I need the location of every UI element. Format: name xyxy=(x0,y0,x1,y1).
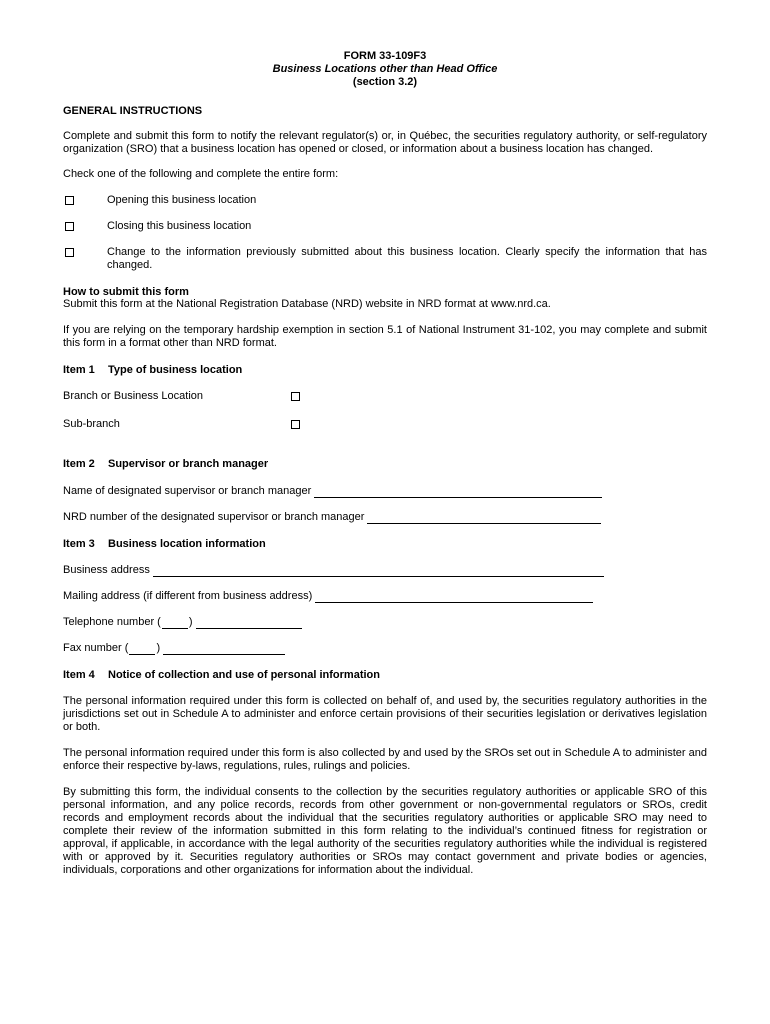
item1-number: Item 1 xyxy=(63,364,95,376)
supervisor-nrd-field[interactable] xyxy=(367,512,601,524)
change-label: Change to the information previously submitted about this business location. Clearly specify the information that has changed. xyxy=(107,246,707,271)
supervisor-nrd-row xyxy=(63,511,707,524)
telephone-area-code[interactable]: ( ) xyxy=(154,616,193,628)
branch-row xyxy=(63,390,707,403)
closing-label: Closing this business location xyxy=(107,220,252,232)
change-checkbox[interactable] xyxy=(65,248,74,257)
privacy-paragraph-1: The personal information required under this form is collected on behalf of, and used by, the securities regulatory authorities in the jurisdictions set out in Schedule A to administer and enforce certain provisions of their securities legislation or derivatives legislation or both. xyxy=(63,695,707,733)
fax-label: Fax number xyxy=(63,642,122,654)
branch-checkbox[interactable] xyxy=(291,392,300,401)
option-opening xyxy=(63,194,707,207)
supervisor-name-label: Name of designated supervisor or branch manager xyxy=(63,485,312,497)
telephone-label: Telephone number xyxy=(63,616,155,628)
item1-title: Type of business location xyxy=(108,364,243,376)
mailing-address-label: Mailing address (if different from business address) xyxy=(63,590,313,602)
form-number: FORM 33-109F3 xyxy=(343,50,427,62)
supervisor-name-field[interactable] xyxy=(314,486,602,498)
section-reference: (section 3.2) xyxy=(352,76,418,88)
check-prompt: Check one of the following and complete the entire form: xyxy=(63,168,339,180)
how-to-submit-text: Submit this form at the National Registration Database (NRD) website in NRD format at www.nrd.ca. xyxy=(63,298,551,310)
fax-area-code[interactable]: ( ) xyxy=(121,642,161,654)
business-address-label: Business address xyxy=(63,564,150,576)
branch-label: Branch or Business Location xyxy=(63,390,204,402)
option-closing xyxy=(63,220,707,233)
item4-number: Item 4 xyxy=(63,669,95,681)
item4-heading xyxy=(63,669,707,682)
telephone-row xyxy=(63,616,707,629)
sub-branch-row xyxy=(63,418,707,431)
hardship-text: If you are relying on the temporary hardship exemption in section 5.1 of National Instrument 31-102, you may complete and submit this form in a format other than NRD format. xyxy=(63,324,707,349)
privacy-paragraph-2: The personal information required under this form is also collected by and used by the SROs set out in Schedule A to administer and enforce their respective by-laws, regulations, rules, rulings and policies. xyxy=(63,747,707,772)
item2-title: Supervisor or branch manager xyxy=(108,458,269,470)
supervisor-nrd-label: NRD number of the designated supervisor or branch manager xyxy=(63,511,365,523)
telephone-area-code-line xyxy=(162,620,188,629)
mailing-address-field[interactable] xyxy=(315,591,593,603)
telephone-field[interactable] xyxy=(196,617,302,629)
fax-row xyxy=(63,642,707,655)
opening-checkbox[interactable] xyxy=(65,196,74,205)
sub-branch-checkbox[interactable] xyxy=(291,420,300,429)
item3-heading xyxy=(63,538,707,551)
item1-heading xyxy=(63,364,707,377)
general-instructions-heading: GENERAL INSTRUCTIONS xyxy=(63,105,203,117)
item3-title: Business location information xyxy=(108,538,266,550)
option-change xyxy=(63,246,707,272)
fax-area-code-line xyxy=(129,646,155,655)
business-address-row xyxy=(63,564,707,577)
privacy-paragraph-3: By submitting this form, the individual consents to the collection by the securities regulatory authorities or applicable SRO of this personal information, and any police records, records from other government or non-governmental regulators or SROs, credit records and employment records about the individual that the securities regulatory authorities or applicable SRO may need to complete their review of the information submitted in this form relating to the individual’s continued fitness for registration or approval, if applicable, in accordance with the legal authority of the securities regulatory authorities while the individual is registered with or approved by it. Securities regulatory authorities or SROs may contact government and private bodies or agencies, individuals, corporations and other organizations for information about the individual. xyxy=(63,786,707,876)
item3-number: Item 3 xyxy=(63,538,95,550)
general-instructions-intro: Complete and submit this form to notify the relevant regulator(s) or, in Québec, the securities regulatory authority, or self-regulatory organization (SRO) that a business location has opened or closed, or information about a business location has changed. xyxy=(63,130,707,155)
privacy-notice xyxy=(63,695,707,877)
form-page xyxy=(63,50,707,877)
closing-checkbox[interactable] xyxy=(65,222,74,231)
item2-heading xyxy=(63,458,707,471)
form-header xyxy=(63,50,707,89)
supervisor-name-row xyxy=(63,485,707,498)
sub-branch-label: Sub-branch xyxy=(63,418,120,430)
fax-field[interactable] xyxy=(163,643,285,655)
mailing-address-row xyxy=(63,590,707,603)
business-address-field[interactable] xyxy=(153,565,604,577)
form-title: Business Locations other than Head Office xyxy=(272,63,498,75)
item2-number: Item 2 xyxy=(63,458,95,470)
opening-label: Opening this business location xyxy=(107,194,257,206)
item4-title: Notice of collection and use of personal information xyxy=(108,669,380,681)
how-to-submit-heading: How to submit this form xyxy=(63,286,189,298)
